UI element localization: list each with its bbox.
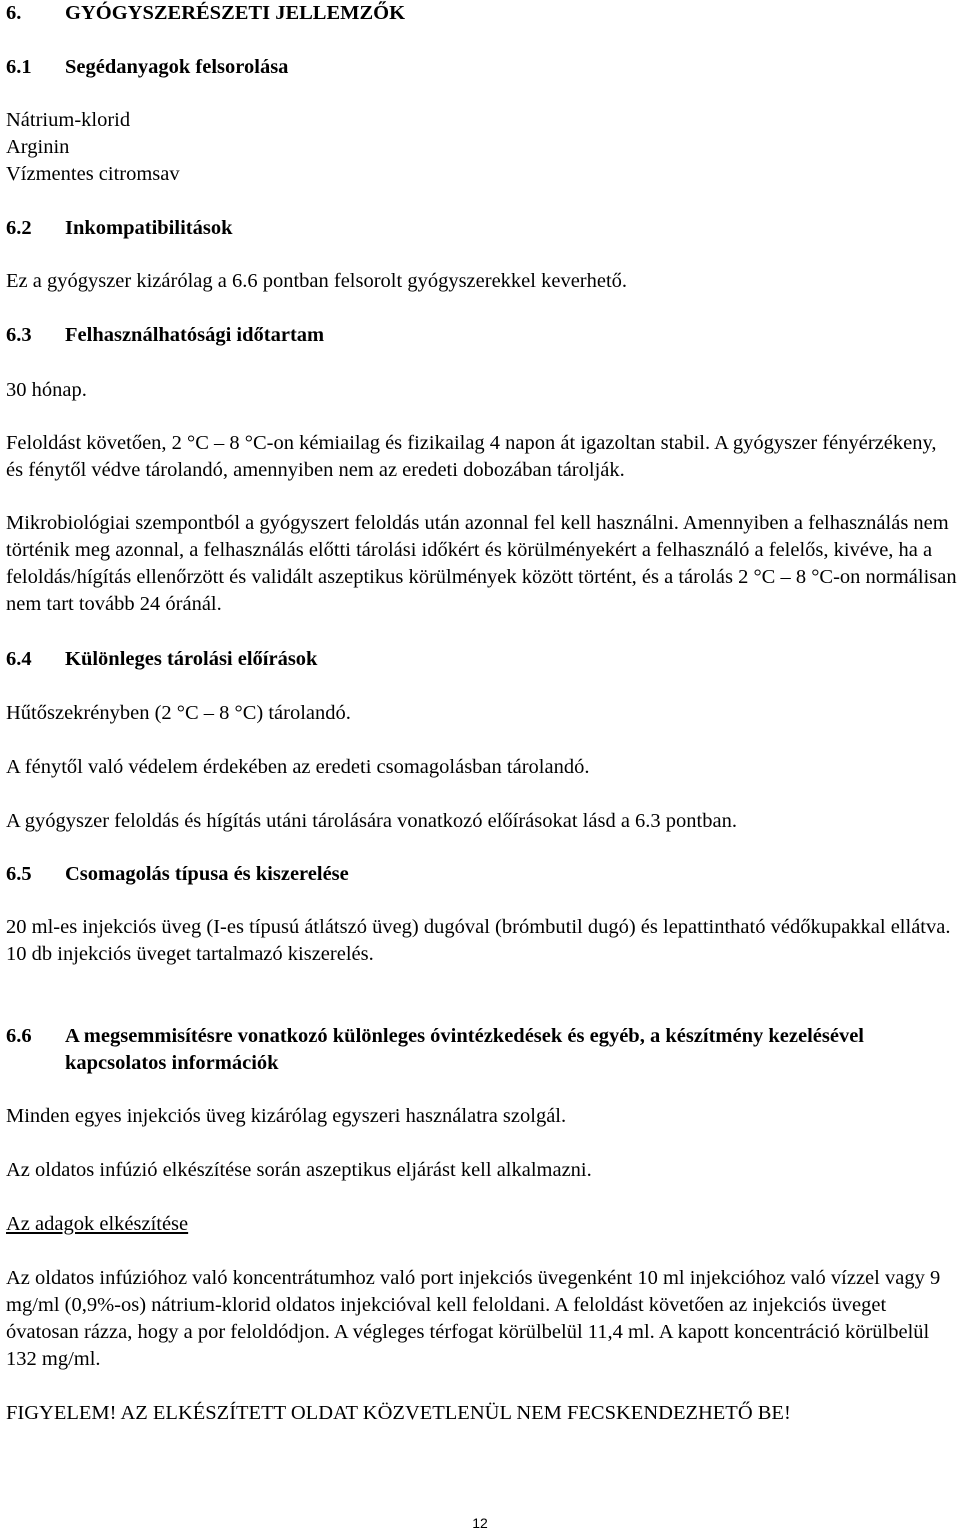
- list-item: Nátrium-klorid: [6, 109, 131, 131]
- stability-paragraph: Feloldást követően, 2 °C – 8 °C-on kémiailag és fizikailag 4 napon át igazoltan stabil. A gyógyszer fényérzékeny, és fénytől védve tárolandó, amennyiben nem az eredeti dobozában tárolják.: [6, 432, 937, 481]
- section-title: A megsemmisítésre vonatkozó különleges óvintézkedések és egyéb, a készítmény kezelésével kapcsolatos információk: [65, 1025, 864, 1074]
- subheading-dose-preparation: Az adagok elkészítése: [6, 1213, 189, 1235]
- section-6-heading: [6, 0, 958, 27]
- section-6-4-heading: [6, 646, 958, 673]
- section-6-5-heading: [6, 861, 958, 888]
- single-use-text: Minden egyes injekciós üveg kizárólag egyszeri használatra szolgál.: [6, 1105, 567, 1127]
- section-number: 6.: [6, 2, 22, 24]
- packaging-text: 20 ml-es injekciós üveg (I-es típusú átlátszó üveg) dugóval (brómbutil dugó) és lepattintható védőkupakkal ellátva.: [6, 916, 951, 938]
- packaging-block: [6, 914, 958, 968]
- section-number: 6.6: [6, 1025, 32, 1047]
- shelf-life-text: 30 hónap.: [6, 379, 87, 401]
- section-title: Inkompatibilitások: [65, 217, 233, 239]
- page-number: 12: [472, 1515, 488, 1531]
- list-item: Arginin: [6, 136, 70, 158]
- excipient-list: [6, 107, 958, 188]
- section-title: Csomagolás típusa és kiszerelése: [65, 863, 349, 885]
- storage-text-1: Hűtőszekrényben (2 °C – 8 °C) tárolandó.: [6, 702, 351, 724]
- section-title: Segédanyagok felsorolása: [65, 56, 289, 78]
- section-6-3-heading: [6, 322, 958, 349]
- section-number: 6.3: [6, 324, 32, 346]
- storage-text-3: A gyógyszer feloldás és hígítás utáni tárolására vonatkozó előírásokat lásd a 6.3 pontban.: [6, 810, 737, 832]
- section-title: Különleges tárolási előírások: [65, 648, 318, 670]
- section-title: Felhasználhatósági időtartam: [65, 324, 325, 346]
- storage-text-2: A fénytől való védelem érdekében az eredeti csomagolásban tárolandó.: [6, 756, 590, 778]
- microbiology-paragraph: Mikrobiológiai szempontból a gyógyszert feloldás után azonnal fel kell használni. Amennyiben a felhasználás nem történik meg azonnal, a felhasználás előtti tárolási időkért és körülményekért a felhasználó a felelős, kivéve, ha a feloldás/hígítás ellenőrzött és validált aszeptikus körülmények között történt, és a tárolás 2 °C – 8 °C-on normálisan nem tart tovább 24 óránál.: [6, 512, 957, 615]
- aseptic-text: Az oldatos infúzió elkészítése során aszeptikus eljárást kell alkalmazni.: [6, 1159, 592, 1181]
- pack-size-text: 10 db injekciós üveget tartalmazó kiszerelés.: [6, 943, 374, 965]
- reconstitution-paragraph: Az oldatos infúzióhoz való koncentrátumhoz való port injekciós üvegenként 10 ml injekcióhoz való vízzel vagy 9 mg/ml (0,9%-os) nátrium-klorid oldatos injekcióval kell feloldani. A feloldást követően az injekciós üveget óvatosan rázza, hogy a por feloldódjon. A végleges térfogat körülbelül 11,4 ml. A kapott koncentráció körülbelül 132 mg/ml.: [6, 1267, 941, 1370]
- incompatibility-text: Ez a gyógyszer kizárólag a 6.6 pontban felsorolt gyógyszerekkel keverhető.: [6, 270, 628, 292]
- section-number: 6.5: [6, 863, 32, 885]
- section-6-6-heading: [6, 1023, 958, 1077]
- section-6-1-heading: [6, 54, 958, 81]
- section-title: GYÓGYSZERÉSZETI JELLEMZŐK: [65, 2, 406, 24]
- section-6-2-heading: [6, 215, 958, 242]
- section-number: 6.4: [6, 648, 32, 670]
- section-number: 6.2: [6, 217, 32, 239]
- warning-text: FIGYELEM! AZ ELKÉSZÍTETT OLDAT KÖZVETLENÜL NEM FECSKENDEZHETŐ BE!: [6, 1402, 791, 1424]
- section-number: 6.1: [6, 56, 32, 78]
- list-item: Vízmentes citromsav: [6, 163, 180, 185]
